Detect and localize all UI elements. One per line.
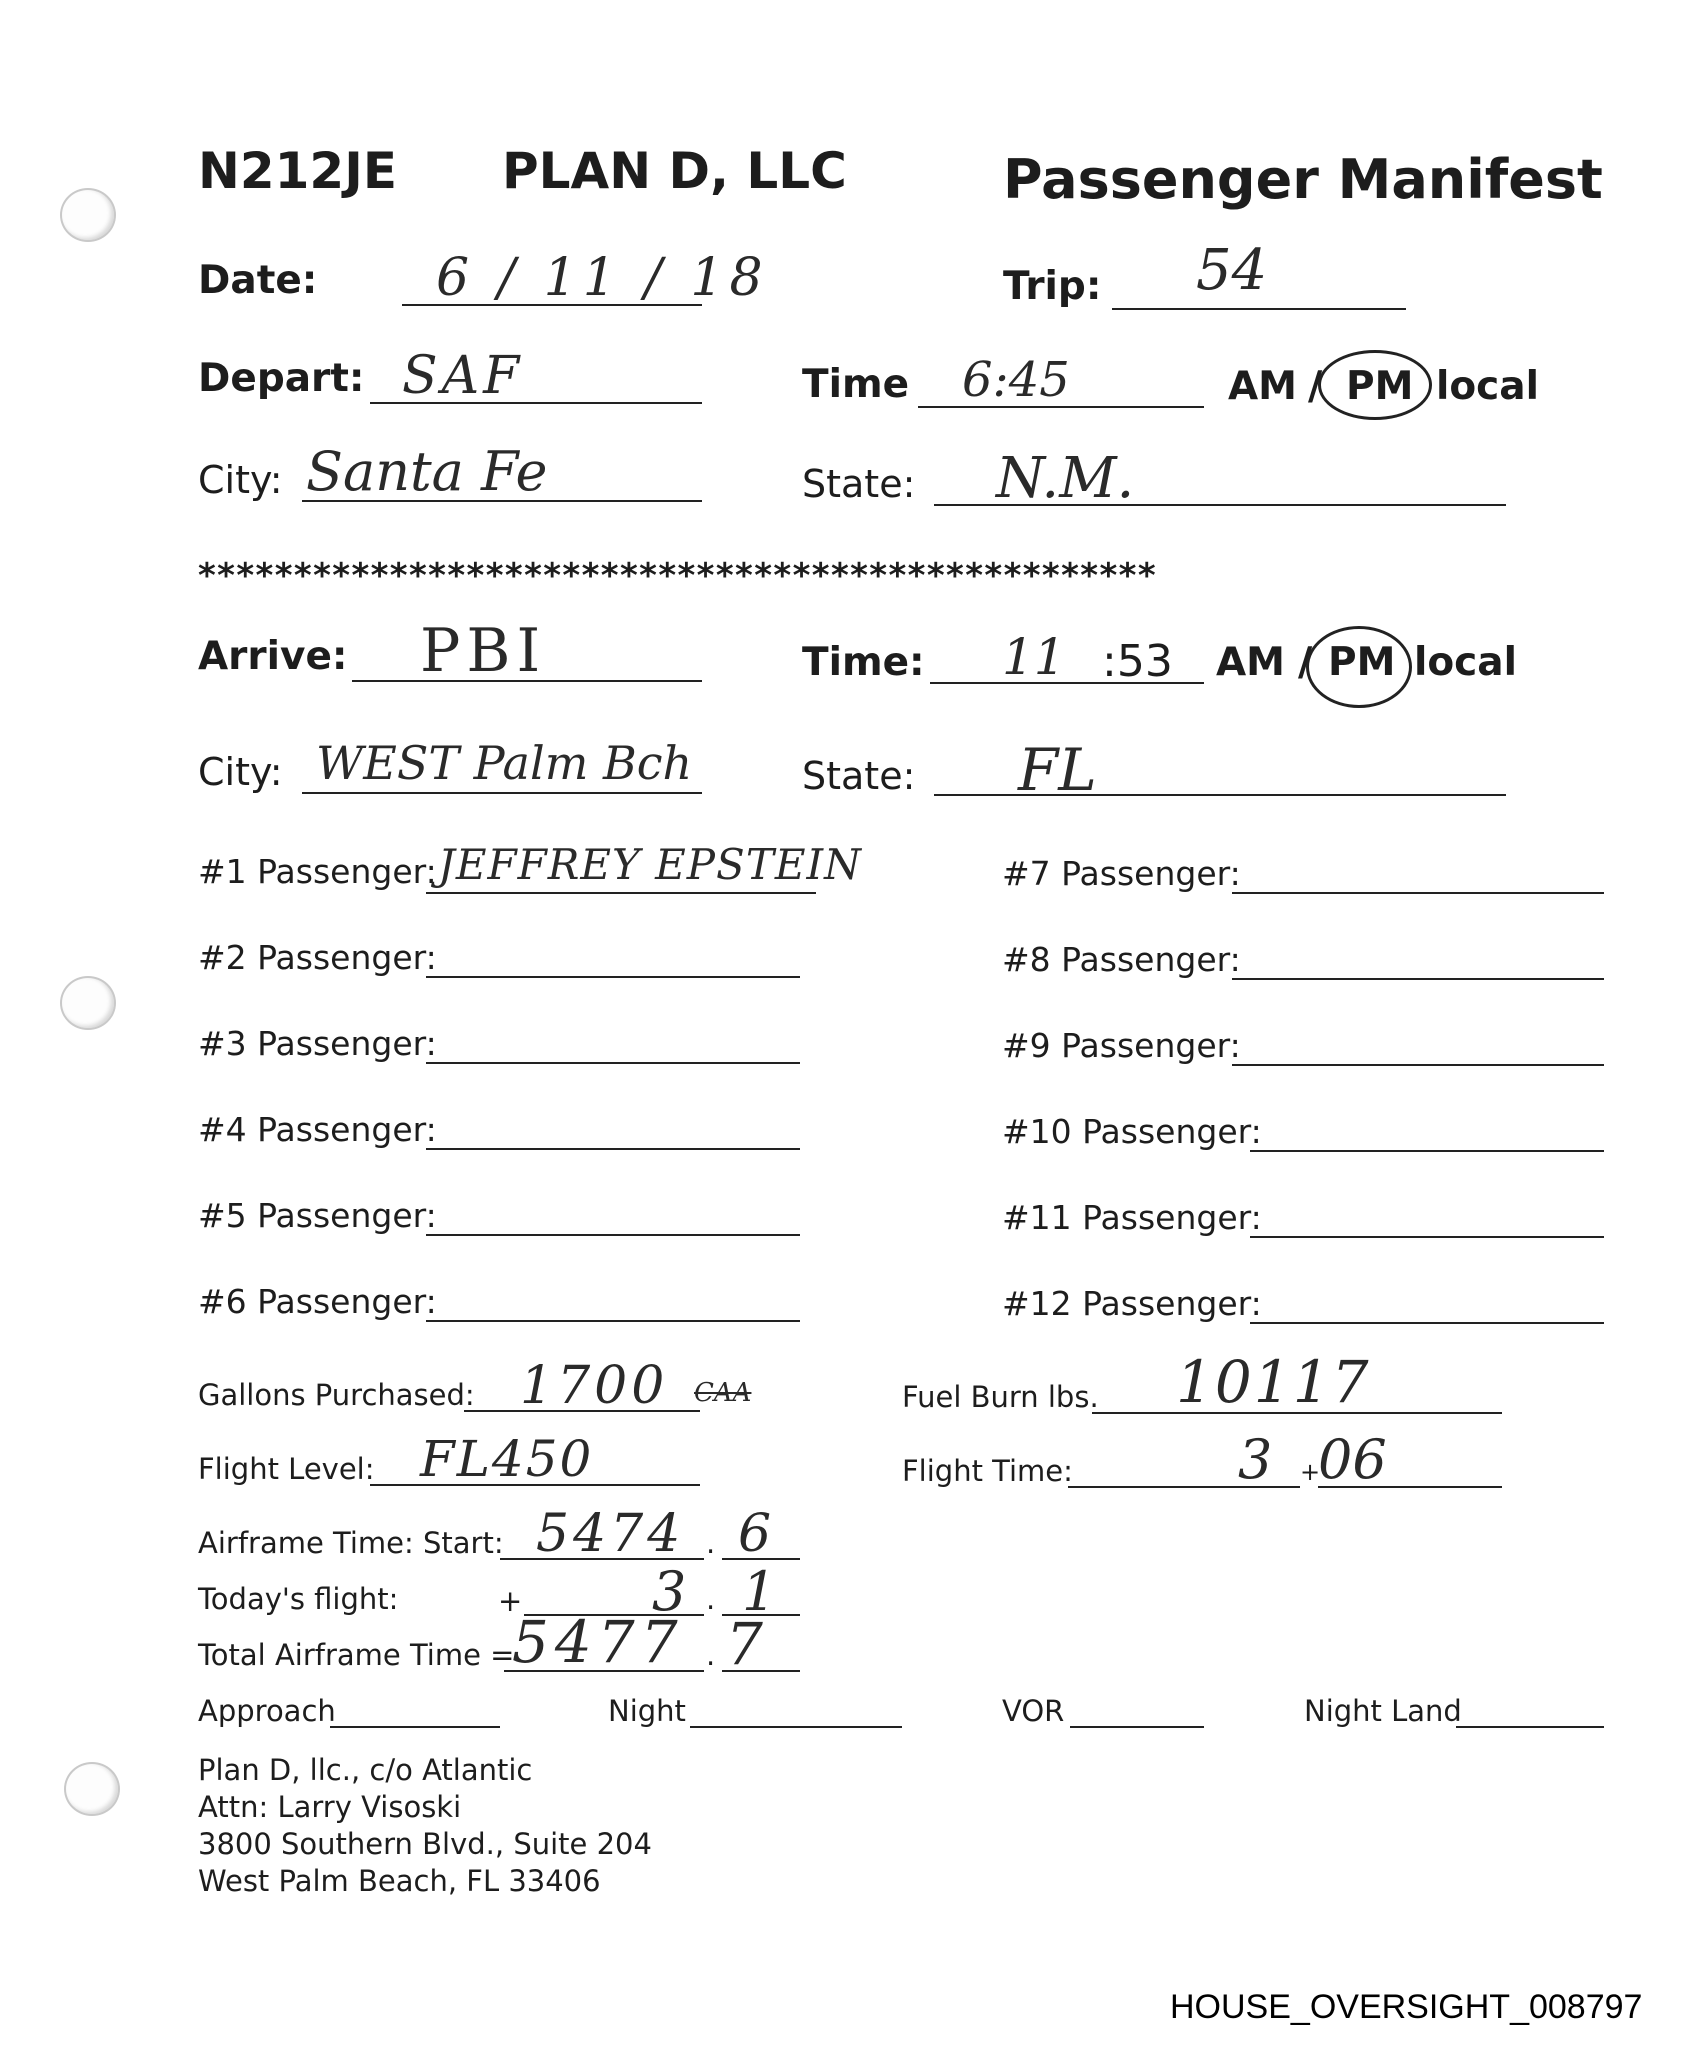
depart-am: AM <box>1228 364 1297 409</box>
total-airframe-decimal: 7 <box>726 1610 763 1678</box>
depart-time-label: Time <box>802 362 910 407</box>
passenger-4-line <box>426 1148 800 1150</box>
today-flight-label: Today's flight: <box>198 1582 399 1616</box>
section-separator: ************************************************** <box>198 556 1158 596</box>
depart-label: Depart: <box>198 356 365 401</box>
arrive-state-value: FL <box>1018 736 1097 804</box>
arrive-ampm-slash: / <box>1298 640 1313 685</box>
arrive-city-line <box>302 792 702 794</box>
passenger-1-value: JEFFREY EPSTEIN <box>438 840 862 889</box>
arrive-local: local <box>1414 640 1517 685</box>
passenger-3-label: #3 Passenger: <box>198 1024 437 1063</box>
address-line-2: Attn: Larry Visoski <box>198 1790 462 1824</box>
arrive-am: AM <box>1216 640 1285 685</box>
depart-ampm-slash: / <box>1308 364 1323 409</box>
passenger-6-line <box>426 1320 800 1322</box>
vor-line <box>1070 1726 1204 1728</box>
trip-value: 54 <box>1196 238 1268 303</box>
date-label: Date: <box>198 258 318 303</box>
depart-city-value: Santa Fe <box>306 440 548 503</box>
arrive-city-value: WEST Palm Bch <box>316 736 693 790</box>
gallons-value: 1700 <box>520 1356 669 1416</box>
binder-hole-bottom <box>64 1762 120 1816</box>
depart-pm: PM <box>1346 364 1414 409</box>
arrive-time-minutes: :53 <box>1102 636 1173 687</box>
gallons-struck-unit: CAA <box>694 1378 752 1408</box>
passenger-2-line <box>426 976 800 978</box>
address-line-4: West Palm Beach, FL 33406 <box>198 1864 601 1898</box>
passenger-5-label: #5 Passenger: <box>198 1196 437 1235</box>
today-flight-whole: 3 <box>652 1560 687 1623</box>
passenger-8-line <box>1232 978 1604 980</box>
today-flight-dot: . <box>706 1582 716 1616</box>
arrive-pm: PM <box>1328 640 1396 685</box>
company-name: PLAN D, LLC <box>502 142 847 200</box>
airframe-start-label: Airframe Time: Start: <box>198 1526 504 1560</box>
airframe-start-decimal: 6 <box>738 1504 772 1564</box>
depart-city-label: City: <box>198 458 283 502</box>
arrive-state-label: State: <box>802 754 916 798</box>
passenger-7-line <box>1232 892 1604 894</box>
passenger-7-label: #7 Passenger: <box>1002 854 1241 893</box>
depart-local: local <box>1436 364 1539 409</box>
airframe-start-dot: . <box>706 1526 716 1560</box>
flight-time-hours: 3 <box>1238 1428 1273 1491</box>
gallons-label: Gallons Purchased: <box>198 1378 475 1412</box>
passenger-9-line <box>1232 1064 1604 1066</box>
trip-label: Trip: <box>1003 264 1102 309</box>
address-line-3: 3800 Southern Blvd., Suite 204 <box>198 1827 652 1861</box>
approach-label: Approach <box>198 1694 336 1728</box>
passenger-10-line <box>1250 1150 1604 1152</box>
total-airframe-whole: 5477 <box>512 1608 684 1676</box>
night-label: Night <box>608 1694 686 1728</box>
flight-time-plus: + <box>1300 1458 1321 1486</box>
passenger-1-label: #1 Passenger: <box>198 852 437 891</box>
binder-hole-middle <box>60 976 116 1030</box>
passenger-2-label: #2 Passenger: <box>198 938 437 977</box>
depart-value: SAF <box>402 346 524 406</box>
arrive-city-label: City: <box>198 750 283 794</box>
trip-line <box>1112 308 1406 310</box>
bates-number: HOUSE_OVERSIGHT_008797 <box>1170 1988 1643 2026</box>
passenger-3-line <box>426 1062 800 1064</box>
fuel-burn-value: 10117 <box>1176 1348 1371 1416</box>
flight-time-minutes: 06 <box>1318 1428 1387 1491</box>
passenger-6-label: #6 Passenger: <box>198 1282 437 1321</box>
passenger-8-label: #8 Passenger: <box>1002 940 1241 979</box>
binder-hole-top <box>60 188 116 242</box>
passenger-9-label: #9 Passenger: <box>1002 1026 1241 1065</box>
today-flight-plus: + <box>498 1584 523 1618</box>
today-flight-decimal: 1 <box>742 1560 777 1623</box>
total-airframe-label: Total Airframe Time = <box>198 1638 515 1672</box>
date-value: 6 / 11 / 18 <box>436 248 769 308</box>
night-land-label: Night Land <box>1304 1694 1462 1728</box>
airframe-start-whole: 5474 <box>536 1504 685 1564</box>
tail-number: N212JE <box>198 142 397 200</box>
night-line <box>690 1726 902 1728</box>
depart-state-value: N.M. <box>996 446 1135 511</box>
fuel-burn-label: Fuel Burn lbs. <box>902 1380 1099 1414</box>
arrive-label: Arrive: <box>198 634 348 679</box>
passenger-4-label: #4 Passenger: <box>198 1110 437 1149</box>
passenger-11-label: #11 Passenger: <box>1002 1198 1262 1237</box>
arrive-value: PBI <box>420 616 547 686</box>
night-land-line <box>1456 1726 1604 1728</box>
approach-line <box>330 1726 500 1728</box>
flight-level-label: Flight Level: <box>198 1452 375 1486</box>
arrive-time-hour: 11 <box>1002 628 1066 686</box>
passenger-5-line <box>426 1234 800 1236</box>
address-line-1: Plan D, llc., c/o Atlantic <box>198 1753 533 1787</box>
passenger-1-line <box>426 892 816 894</box>
passenger-12-line <box>1250 1322 1604 1324</box>
vor-label: VOR <box>1002 1694 1065 1728</box>
depart-time-value: 6:45 <box>962 352 1070 408</box>
flight-time-label: Flight Time: <box>902 1454 1073 1488</box>
arrive-time-label: Time: <box>802 640 925 685</box>
depart-state-label: State: <box>802 462 916 506</box>
flight-level-value: FL450 <box>420 1430 594 1488</box>
passenger-10-label: #10 Passenger: <box>1002 1112 1262 1151</box>
passenger-12-label: #12 Passenger: <box>1002 1284 1262 1323</box>
total-airframe-dot: . <box>706 1638 716 1672</box>
form-title: Passenger Manifest <box>1003 148 1603 211</box>
passenger-11-line <box>1250 1236 1604 1238</box>
